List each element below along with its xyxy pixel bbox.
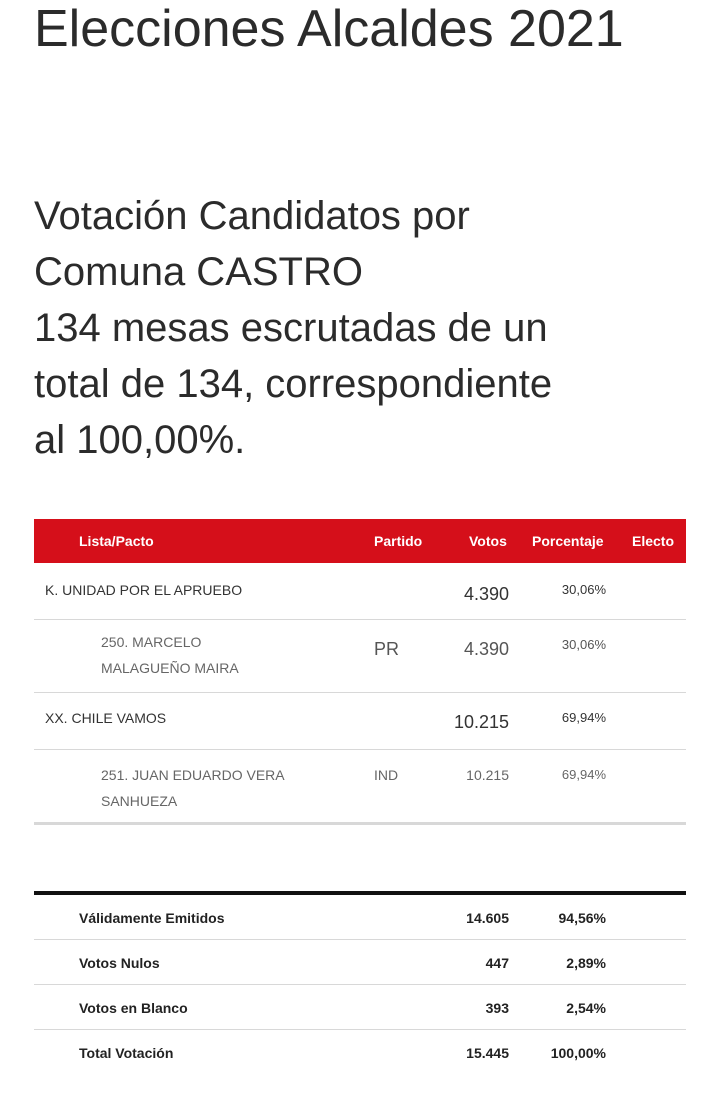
summary-votes: 447 [485,955,509,971]
summary-percent: 100,00% [550,1045,606,1061]
subtitle-line: al 100,00%. [34,418,246,462]
table-row [34,693,686,750]
summary-percent: 2,54% [566,1000,606,1016]
summary-label: Votos Nulos [79,955,160,971]
header-votos: Votos [469,533,507,549]
summary-percent: 2,89% [566,955,606,971]
percent-value: 30,06% [561,582,606,597]
results-table [34,519,686,825]
subtitle-line: Comuna CASTRO [34,250,363,294]
summary-label: Válidamente Emitidos [79,910,225,926]
summary-votes: 14.605 [466,910,509,926]
party-value: PR [374,639,400,659]
group-name: K. UNIDAD POR EL APRUEBO [45,582,243,598]
subtitle-line: Votación Candidatos por [34,194,470,238]
percent-value: 69,94% [561,710,606,725]
percent-value: 30,06% [561,637,606,652]
summary-votes: 393 [485,1000,509,1016]
subtitle-line: 134 mesas escrutadas de un [34,306,548,350]
page-title: Elecciones Alcaldes 2021 [34,0,624,58]
results-table-header [34,519,686,563]
summary-row [34,895,686,940]
header-partido: Partido [374,533,423,549]
table-row [34,563,686,620]
header-lista-pacto: Lista/Pacto [79,533,154,549]
summary-row [34,940,686,985]
candidate-name: MALAGUEÑO MAIRA [101,660,239,676]
summary-label: Votos en Blanco [79,1000,188,1016]
candidate-name: SANHUEZA [101,793,178,809]
header-porcentaje: Porcentaje [532,533,604,549]
candidate-name: 251. JUAN EDUARDO VERA [101,767,285,783]
table-row [34,620,686,693]
percent-value: 69,94% [561,767,606,782]
party-value: IND [374,767,399,783]
summary-percent: 94,56% [558,910,606,926]
summary-table [34,891,686,1074]
summary-row [34,1030,686,1074]
votes-value: 10.215 [466,767,509,783]
votes-value: 4.390 [463,639,509,659]
summary-label: Total Votación [79,1045,174,1061]
header-electo: Electo [632,533,675,549]
summary-votes: 15.445 [466,1045,509,1061]
candidate-name: 250. MARCELO [101,634,202,650]
page-subtitle [34,188,684,468]
table-row [34,750,686,825]
summary-row [34,985,686,1030]
subtitle-line: total de 134, correspondiente [34,362,553,406]
votes-value: 4.390 [463,584,509,604]
group-name: XX. CHILE VAMOS [45,710,167,726]
votes-value: 10.215 [453,712,509,732]
